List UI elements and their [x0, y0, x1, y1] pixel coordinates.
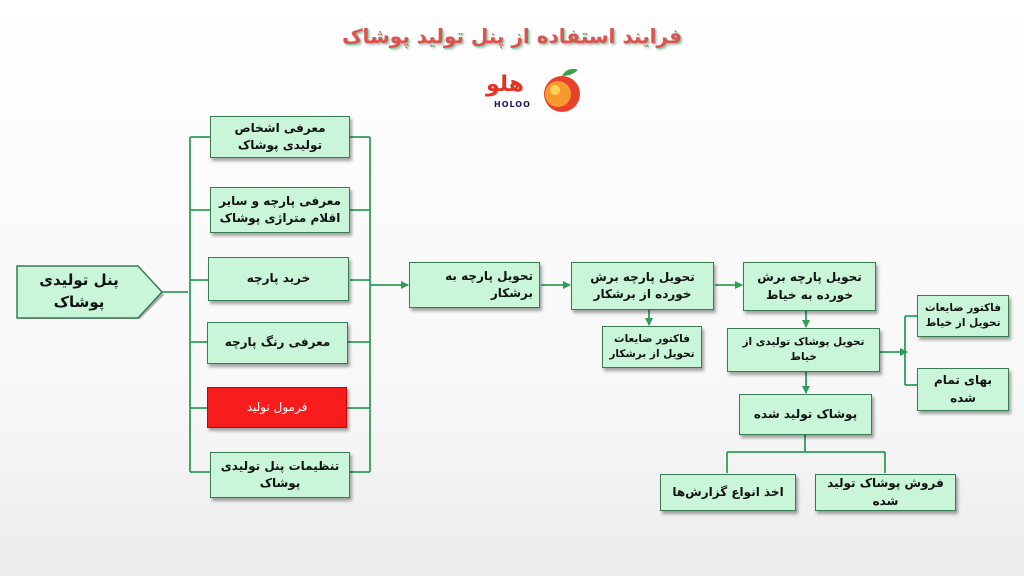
receive-cut-fabric-from-cutter[interactable]: تحویل پارچه برش خورده از برشکار: [571, 262, 714, 310]
logo-text: هلو: [486, 72, 525, 97]
menu-fabric-color[interactable]: معرفی رنگ پارچه: [207, 322, 348, 364]
menu-persons[interactable]: معرفی اشخاص تولیدی پوشاک: [210, 116, 350, 158]
waste-invoice-cutter[interactable]: فاکتور ضایعات تحویل از برشکار: [602, 326, 702, 368]
produced-clothing[interactable]: پوشاک تولید شده: [739, 394, 872, 435]
produced-split: [727, 435, 885, 473]
start-node-label: پنل تولیدی پوشاک: [39, 271, 119, 311]
page-title: فرایند استفاده از پنل تولید پوشاک: [342, 24, 682, 48]
receive-product-from-tailor[interactable]: تحویل پوشاک تولیدی از خیاط: [727, 328, 880, 372]
menu-buy-fabric[interactable]: خرید پارچه: [208, 257, 349, 301]
split-bracket: [905, 316, 917, 385]
sell-produced-clothing[interactable]: فروش پوشاک تولید شده: [815, 474, 956, 511]
waste-invoice-tailor[interactable]: فاکتور ضایعات تحویل از خیاط: [917, 295, 1009, 337]
logo-subtext: HOLOO: [494, 100, 531, 109]
menu-panel-settings[interactable]: تنظیمات پنل تولیدی پوشاک: [210, 452, 350, 498]
final-cost[interactable]: بهای تمام شده: [917, 368, 1009, 411]
menu-fabric-items[interactable]: معرفی پارچه و سایر اقلام متراژی پوشاک: [210, 187, 350, 233]
deliver-fabric-to-cutter[interactable]: تحویل پارچه به برشکار: [409, 262, 540, 308]
menu-production-formula[interactable]: فرمول تولید: [207, 387, 347, 428]
get-reports[interactable]: اخذ انواع گزارش‌ها: [660, 474, 796, 511]
deliver-cut-fabric-to-tailor[interactable]: تحویل پارچه برش خورده به خیاط: [743, 262, 876, 311]
